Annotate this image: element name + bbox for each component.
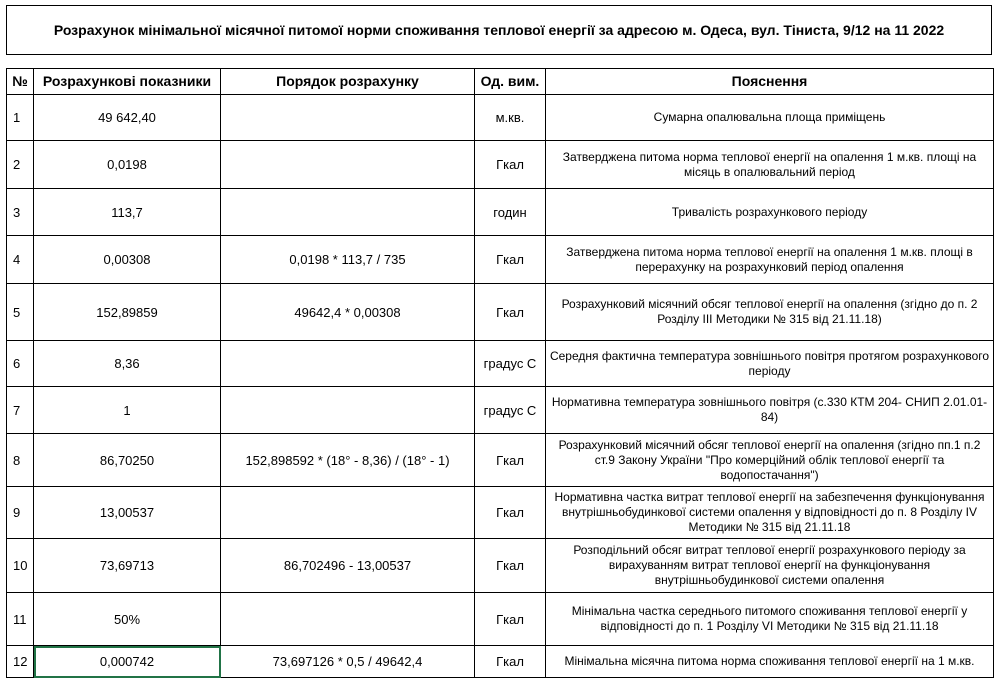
value-cell[interactable]: 113,7 <box>34 189 221 236</box>
row-number-cell[interactable]: 9 <box>7 487 34 539</box>
row-number-cell[interactable]: 11 <box>7 593 34 646</box>
value-cell[interactable]: 0,0198 <box>34 141 221 189</box>
unit-cell[interactable]: Гкал <box>475 539 546 593</box>
row-number-cell[interactable]: 2 <box>7 141 34 189</box>
formula-cell[interactable] <box>221 341 475 387</box>
formula-cell[interactable] <box>221 387 475 434</box>
table-row <box>7 646 994 678</box>
formula-cell[interactable]: 152,898592 * (18° - 8,36) / (18° - 1) <box>221 434 475 487</box>
formula-cell[interactable] <box>221 95 475 141</box>
formula-cell[interactable] <box>221 593 475 646</box>
unit-cell[interactable]: Гкал <box>475 284 546 341</box>
note-cell[interactable]: Сумарна опалювальна площа приміщень <box>546 95 994 141</box>
note-cell[interactable]: Затверджена питома норма теплової енергії на опалення 1 м.кв. площі на місяць в опалювальний період <box>546 141 994 189</box>
sheet-title[interactable]: Розрахунок мінімальної місячної питомої норми споживання теплової енергії за адресою м. Одеса, вул. Тіниста, 9/12 на 11 2022 <box>6 5 992 55</box>
value-cell[interactable]: 0,000742 <box>34 646 221 678</box>
value-cell[interactable]: 86,70250 <box>34 434 221 487</box>
table-row <box>7 341 994 387</box>
table-row <box>7 434 994 487</box>
unit-cell[interactable]: градус С <box>475 341 546 387</box>
row-number-cell[interactable]: 12 <box>7 646 34 678</box>
formula-cell[interactable]: 0,0198 * 113,7 / 735 <box>221 236 475 284</box>
row-number-cell[interactable]: 4 <box>7 236 34 284</box>
calculation-table <box>6 68 994 678</box>
formula-cell[interactable] <box>221 141 475 189</box>
formula-cell[interactable] <box>221 487 475 539</box>
row-number-cell[interactable]: 10 <box>7 539 34 593</box>
row-number-cell[interactable]: 8 <box>7 434 34 487</box>
unit-cell[interactable]: Гкал <box>475 593 546 646</box>
table-row <box>7 141 994 189</box>
table-body <box>7 95 994 678</box>
note-cell[interactable]: Середня фактична температура зовнішнього повітря протягом розрахункового періоду <box>546 341 994 387</box>
value-cell[interactable]: 49 642,40 <box>34 95 221 141</box>
note-cell[interactable]: Затверджена питома норма теплової енергії на опалення 1 м.кв. площі в перерахунку на розрахунковий період опалення <box>546 236 994 284</box>
unit-cell[interactable]: Гкал <box>475 236 546 284</box>
note-cell[interactable]: Нормативна частка витрат теплової енергії на забезпечення функціонування внутрішньобудинкової системи опалення у відповідності до п. 8 Розділу IV Методики № 315 від 21.11.18 <box>546 487 994 539</box>
value-cell[interactable]: 13,00537 <box>34 487 221 539</box>
note-cell[interactable]: Нормативна температура зовнішнього повітря (с.330 КТМ 204- СНИП 2.01.01-84) <box>546 387 994 434</box>
unit-cell[interactable]: годин <box>475 189 546 236</box>
unit-cell[interactable]: Гкал <box>475 434 546 487</box>
table-row <box>7 387 994 434</box>
row-number-cell[interactable]: 7 <box>7 387 34 434</box>
note-cell[interactable]: Розрахунковий місячний обсяг теплової енергії на опалення (згідно пп.1 п.2 ст.9 Закону України "Про комерційний облік теплової енергії та водопостачання") <box>546 434 994 487</box>
note-cell[interactable]: Мінімальна частка середнього питомого споживання теплової енергії у відповідності до п. 1 Розділу VI Методики № 315 від 21.11.18 <box>546 593 994 646</box>
formula-cell[interactable]: 49642,4 * 0,00308 <box>221 284 475 341</box>
row-number-cell[interactable]: 3 <box>7 189 34 236</box>
unit-cell[interactable]: м.кв. <box>475 95 546 141</box>
header-formula[interactable]: Порядок розрахунку <box>221 69 475 95</box>
note-cell[interactable]: Тривалість розрахункового періоду <box>546 189 994 236</box>
note-cell[interactable]: Мінімальна місячна питома норма споживання теплової енергії на 1 м.кв. <box>546 646 994 678</box>
note-cell[interactable]: Розподільний обсяг витрат теплової енергії розрахункового періоду за вирахуванням витрат теплової енергії на функціонування внутрішньобудинкової системи опалення <box>546 539 994 593</box>
value-cell[interactable]: 50% <box>34 593 221 646</box>
note-cell[interactable]: Розрахунковий місячний обсяг теплової енергії на опалення (згідно до п. 2 Розділу ІІІ Методики № 315 від 21.11.18) <box>546 284 994 341</box>
spreadsheet <box>6 0 998 684</box>
unit-cell[interactable]: Гкал <box>475 141 546 189</box>
formula-cell[interactable] <box>221 189 475 236</box>
unit-cell[interactable]: градус С <box>475 387 546 434</box>
value-cell[interactable]: 0,00308 <box>34 236 221 284</box>
row-number-cell[interactable]: 6 <box>7 341 34 387</box>
value-cell[interactable]: 152,89859 <box>34 284 221 341</box>
header-num[interactable]: № <box>7 69 34 95</box>
row-number-cell[interactable]: 1 <box>7 95 34 141</box>
header-value[interactable]: Розрахункові показники <box>34 69 221 95</box>
table-row <box>7 539 994 593</box>
header-note[interactable]: Пояснення <box>546 69 994 95</box>
unit-cell[interactable]: Гкал <box>475 487 546 539</box>
table-row <box>7 284 994 341</box>
table-row <box>7 487 994 539</box>
value-cell[interactable]: 73,69713 <box>34 539 221 593</box>
formula-cell[interactable]: 73,697126 * 0,5 / 49642,4 <box>221 646 475 678</box>
header-row <box>7 69 994 95</box>
table-row <box>7 189 994 236</box>
table-row <box>7 593 994 646</box>
table-row <box>7 95 994 141</box>
unit-cell[interactable]: Гкал <box>475 646 546 678</box>
table-row <box>7 236 994 284</box>
value-cell[interactable]: 1 <box>34 387 221 434</box>
value-cell[interactable]: 8,36 <box>34 341 221 387</box>
header-unit[interactable]: Од. вим. <box>475 69 546 95</box>
formula-cell[interactable]: 86,702496 - 13,00537 <box>221 539 475 593</box>
row-number-cell[interactable]: 5 <box>7 284 34 341</box>
